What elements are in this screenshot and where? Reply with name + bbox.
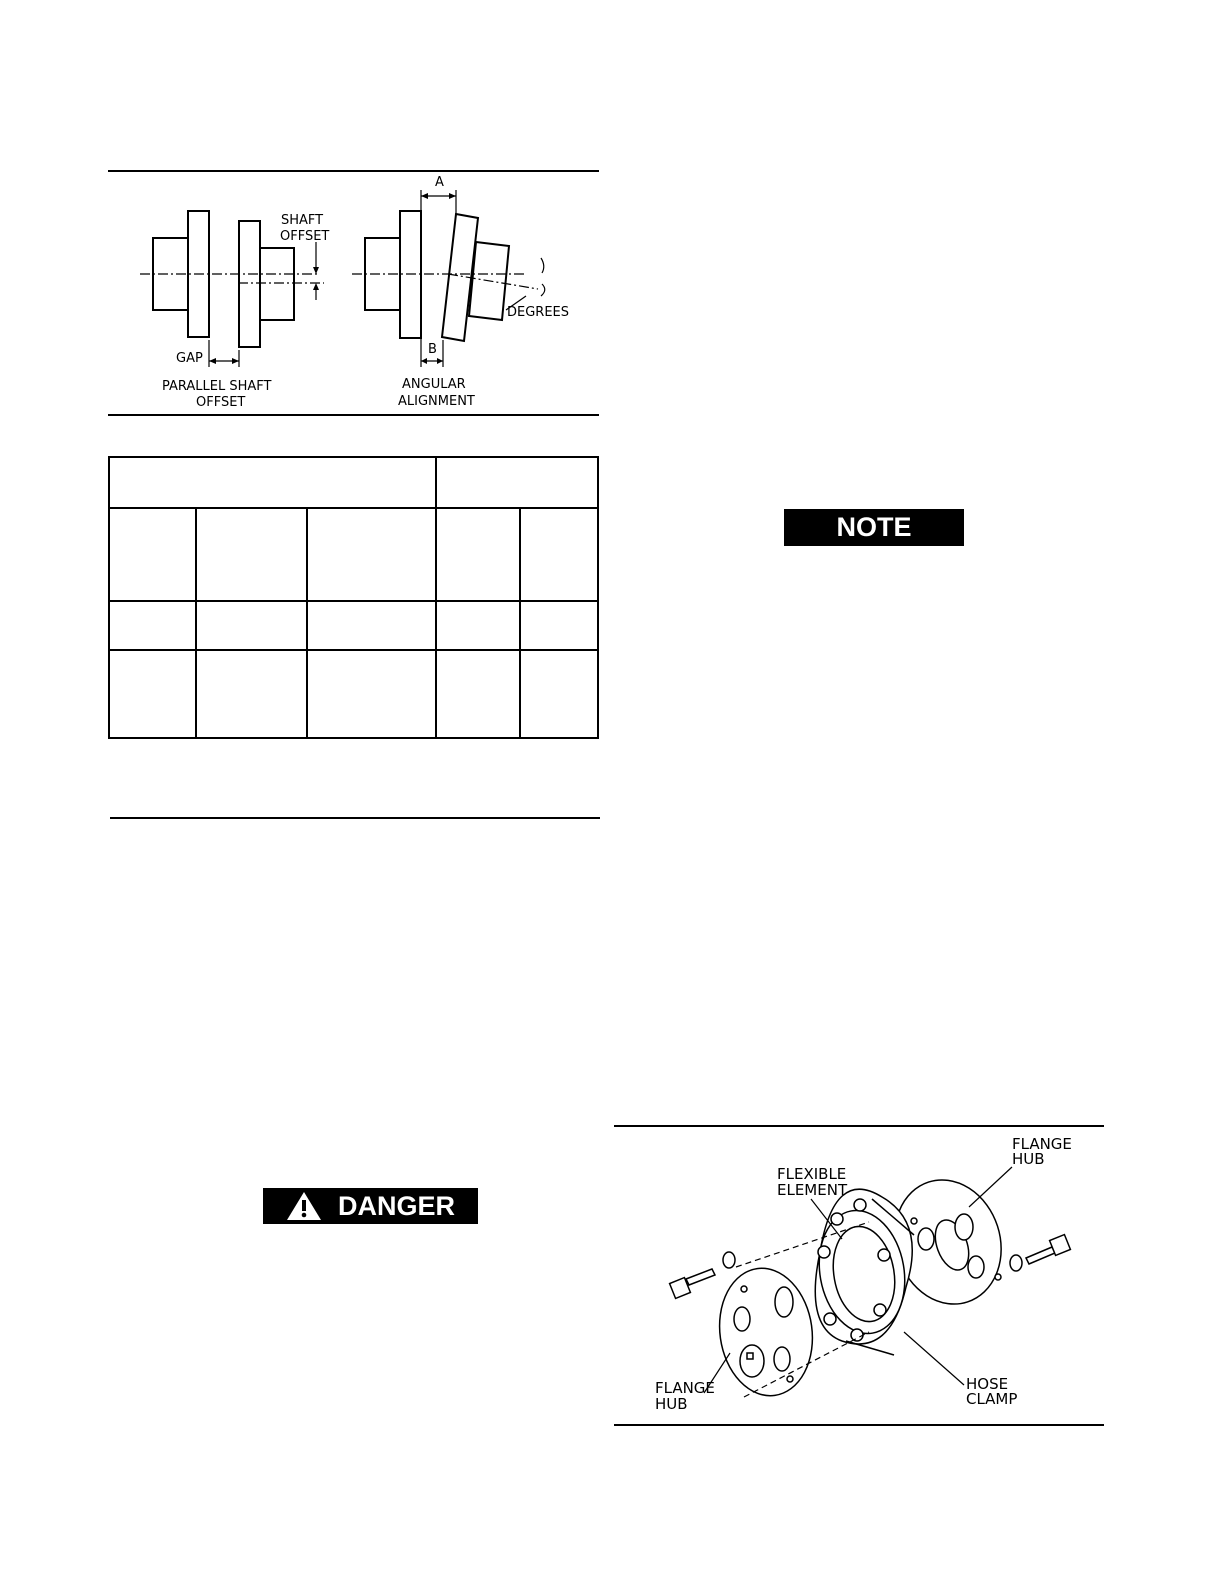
flexible-element-label-1: FLEXIBLE (777, 1165, 847, 1183)
flexible-element (810, 1189, 914, 1355)
table-column-divider (435, 458, 437, 737)
section-divider-rule (110, 817, 600, 819)
washer-left (723, 1252, 735, 1268)
table-column-divider (519, 507, 521, 737)
table-column-divider (195, 507, 197, 737)
bolt-left (670, 1269, 715, 1298)
parallel-shaft-diagram (153, 211, 294, 347)
table-row-divider (110, 507, 597, 509)
bolt-right (1026, 1235, 1070, 1264)
danger-label: DANGER (337, 1190, 455, 1221)
angular-alignment-diagram (365, 211, 509, 341)
flange-hub-front (712, 1262, 821, 1402)
table-column-divider (306, 507, 308, 737)
hose-clamp-label-2: CLAMP (966, 1390, 1018, 1408)
figure-bottom-rule (108, 414, 599, 416)
parallel-caption-1: PARALLEL SHAFT (162, 379, 272, 394)
dim-a-label: A (435, 175, 444, 190)
shaft-offset-label-1: SHAFT (281, 213, 324, 228)
note-label: NOTE (836, 512, 912, 542)
alignment-tolerance-table (108, 456, 599, 739)
note-banner (784, 509, 964, 546)
gap-label: GAP (176, 351, 203, 366)
washer-right (1010, 1255, 1022, 1271)
angular-caption-2: ALIGNMENT (398, 394, 475, 409)
dim-b-label: B (428, 342, 437, 357)
table-row-divider (110, 649, 597, 651)
flange-hub-bottom-label-1: FLANGE (655, 1379, 715, 1397)
danger-banner (263, 1188, 478, 1224)
coupling-figure-bottom-rule (614, 1424, 1104, 1426)
flange-hub-top-label-1: FLANGE (1012, 1135, 1072, 1153)
parallel-caption-2: OFFSET (196, 395, 246, 410)
flange-hub-bottom-label-2: HUB (655, 1395, 688, 1413)
table-row-divider (110, 600, 597, 602)
flange-hub-top-label-2: HUB (1012, 1150, 1045, 1168)
hose-clamp-label-1: HOSE (966, 1375, 1009, 1393)
degrees-label: DEGREES (507, 305, 570, 320)
flexible-element-label-2: ELEMENT (777, 1181, 848, 1199)
shaft-offset-label-2: OFFSET (280, 229, 330, 244)
coupling-exploded-figure (614, 1127, 1104, 1424)
alignment-figure (108, 172, 599, 414)
warning-triangle-icon (286, 1191, 322, 1221)
angular-caption-1: ANGULAR (402, 377, 466, 392)
